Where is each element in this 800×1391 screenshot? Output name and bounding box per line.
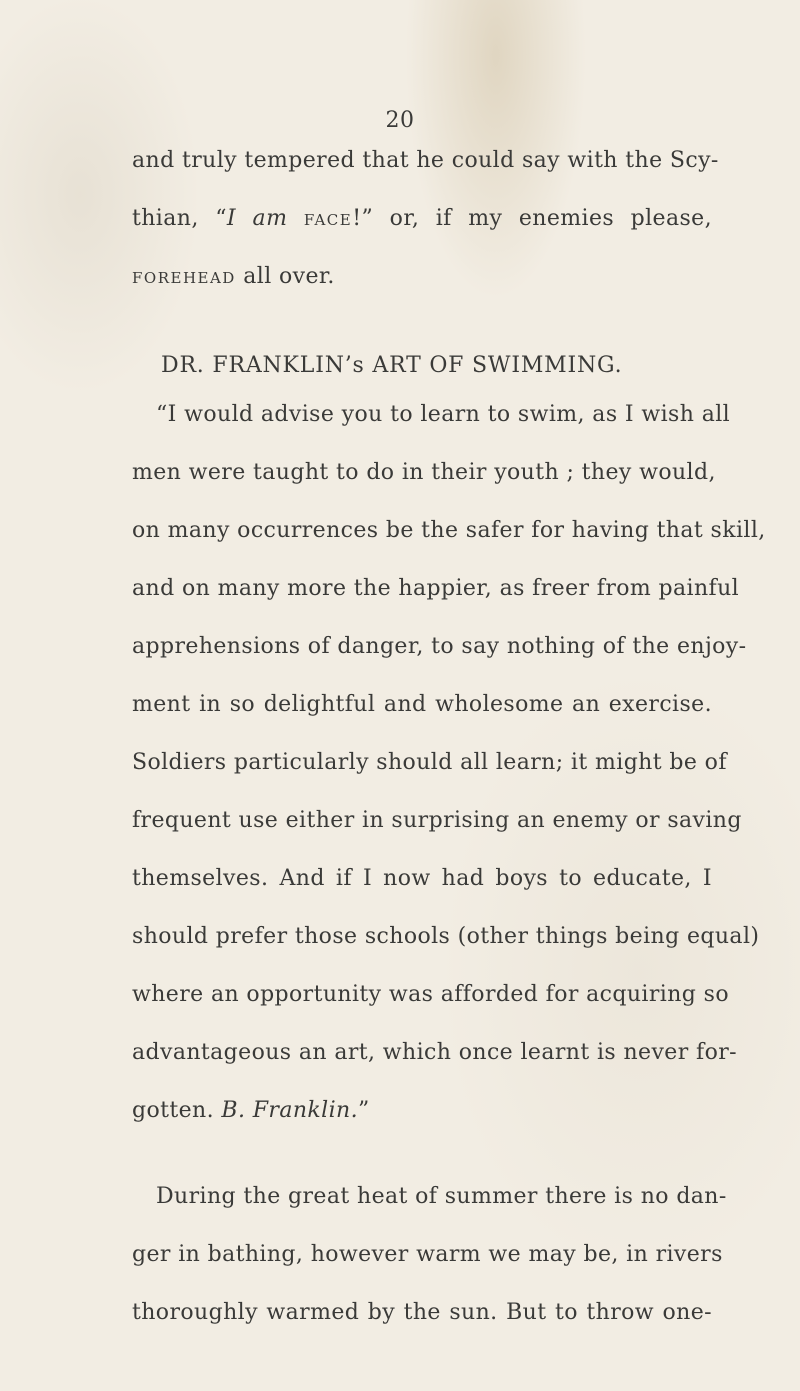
paragraph-line: frequent use either in surprising an enemy or saving (132, 808, 742, 833)
text-span: thian, “ (132, 206, 227, 231)
paragraph-line: During the great heat of summer there is no dan- (156, 1184, 727, 1209)
paragraph-line: ment in so delightful and wholesome an exercise. (132, 692, 712, 717)
text-span: all over. (235, 264, 335, 289)
small-caps-text: face (303, 206, 353, 231)
page-number: 20 (385, 108, 415, 133)
paragraph-line: where an opportunity was afforded for acquiring so (132, 982, 730, 1007)
paragraph-line: ger in bathing, however warm we may be, in rivers (132, 1242, 723, 1267)
text-line (132, 204, 712, 234)
text-span: ” (357, 1098, 370, 1123)
text-span: gotten. (132, 1098, 222, 1123)
small-caps-text: forehead (132, 264, 236, 289)
paragraph-line: should prefer those schools (other things being equal) (132, 924, 760, 949)
text-line (132, 262, 712, 292)
paragraph-line: advantageous an art, which once learnt is never for- (132, 1040, 737, 1065)
paragraph-line: men were taught to do in their youth ; they would, (132, 460, 716, 485)
section-heading: DR. FRANKLIN’s ART OF SWIMMING. (161, 353, 623, 378)
paragraph-line: “I would advise you to learn to swim, as I wish all (156, 402, 731, 427)
paragraph-line: thoroughly warmed by the sun. But to throw one- (132, 1300, 712, 1325)
paragraph-line: Soldiers particularly should all learn; it might be of (132, 750, 727, 775)
paragraph-line: on many occurrences be the safer for having that skill, (132, 518, 766, 543)
author-signature: B. Franklin. (221, 1098, 358, 1123)
paragraph-line: and on many more the happier, as freer from painful (132, 576, 740, 601)
italic-text: I am (226, 206, 288, 231)
signature-line (132, 1096, 712, 1126)
text-span: !” or, if my enemies please, (352, 206, 712, 231)
paragraph-line: apprehensions of danger, to say nothing of the enjoy- (132, 634, 747, 659)
text-line: and truly tempered that he could say with the Scy- (132, 148, 719, 173)
paragraph-line: themselves. And if I now had boys to educate, I (132, 866, 712, 891)
